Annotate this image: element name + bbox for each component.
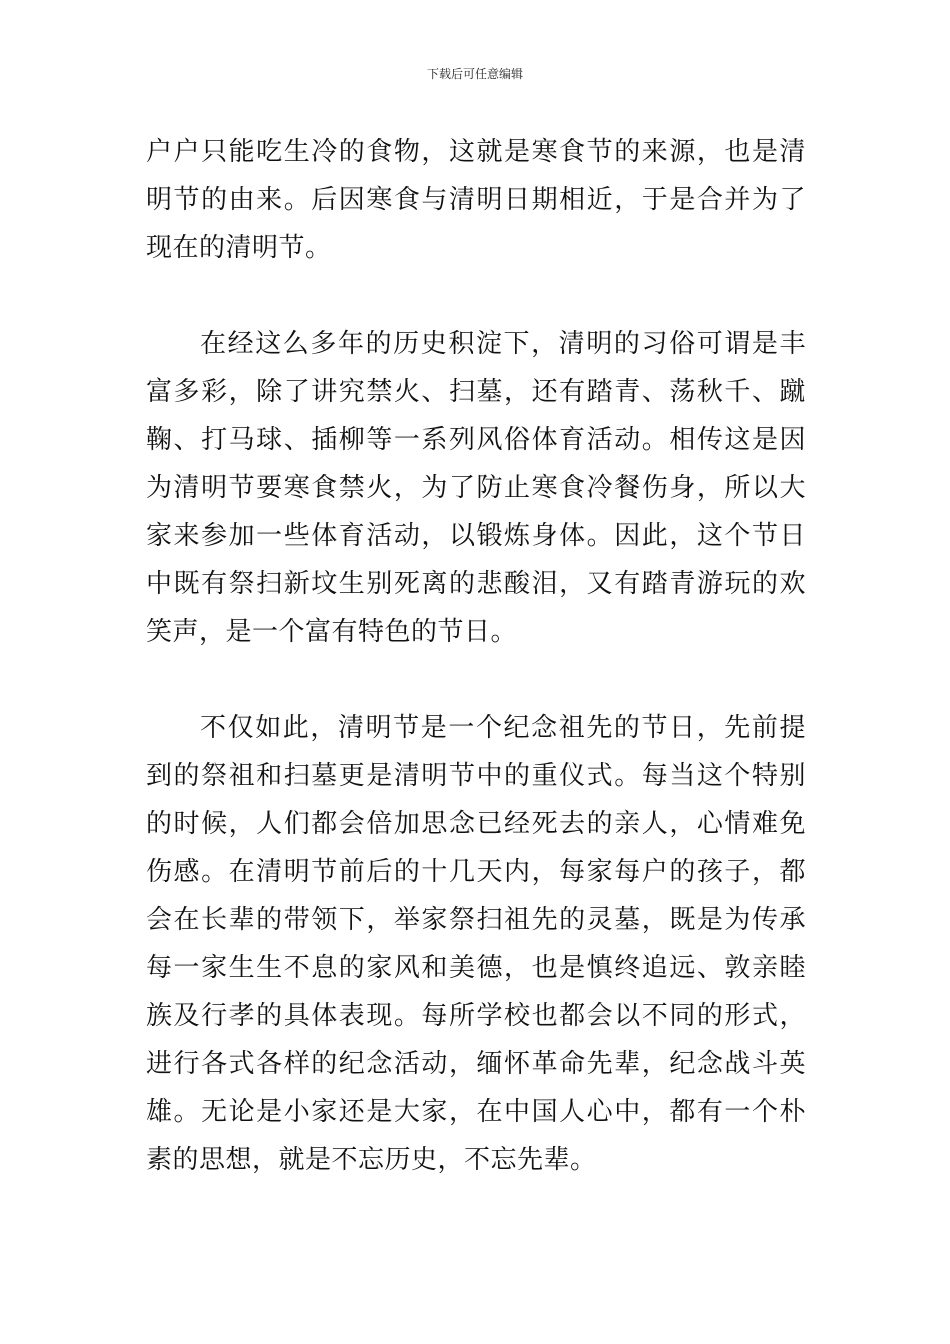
page-header: 下载后可任意编辑 [426,67,523,81]
document-body [146,128,806,1184]
paragraph-1: 户户只能吃生冷的食物，这就是寒食节的来源，也是清明节的由来。后因寒食与清明日期相近，于是合并为了现在的清明节。 [146,137,806,263]
paragraph-2: 在经这么多年的历史积淀下，清明的习俗可谓是丰富多彩，除了讲究禁火、扫墓，还有踏青、荡秋千、蹴鞠、打马球、插柳等一系列风俗体育活动。相传这是因为清明节要寒食禁火，为了防止寒食冷餐伤身，所以大家来参加一些体育活动，以锻炼身体。因此，这个节日中既有祭扫新坟生别死离的悲酸泪，又有踏青游玩的欢笑声，是一个富有特色的节日。 [146,329,806,647]
paragraph-gap [146,656,806,704]
paragraph-gap [146,272,806,320]
paragraph-3: 不仅如此，清明节是一个纪念祖先的节日，先前提到的祭祖和扫墓更是清明节中的重仪式。每当这个特别的时候，人们都会倍加思念已经死去的亲人，心情难免伤感。在清明节前后的十几天内，每家每户的孩子，都会在长辈的带领下，举家祭扫祖先的灵墓，既是为传承每一家生生不息的家风和美德，也是慎终追远、敦亲睦族及行孝的具体表现。每所学校也都会以不同的形式，进行各式各样的纪念活动，缅怀革命先辈，纪念战斗英雄。无论是小家还是大家，在中国人心中，都有一个朴素的思想，就是不忘历史，不忘先辈。 [146,713,806,1175]
